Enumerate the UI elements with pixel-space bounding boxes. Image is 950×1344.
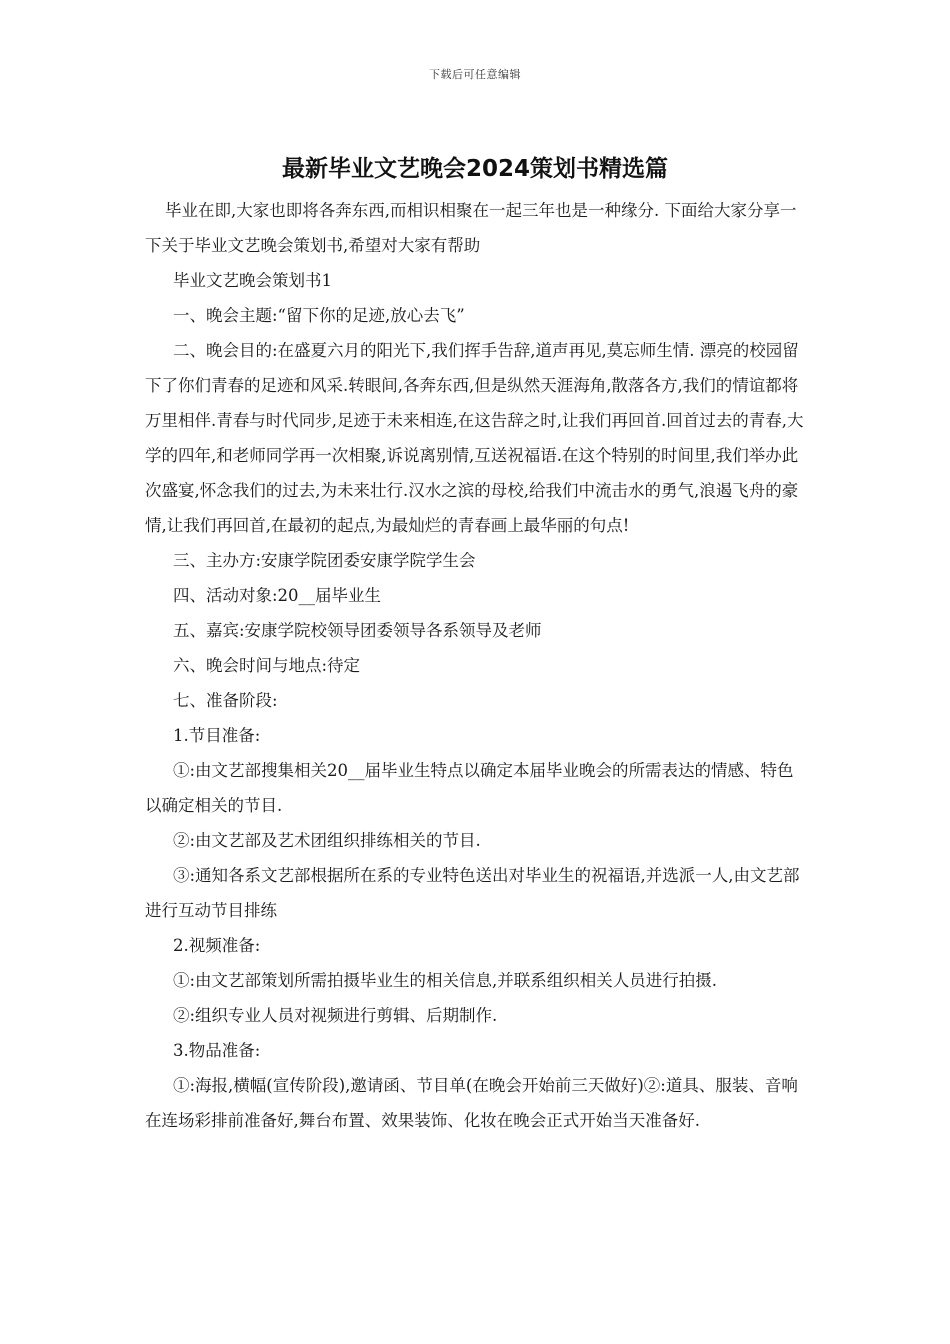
paragraph-program-item-3: ③:通知各系文艺部根据所在系的专业特色送出对毕业生的祝福语,并选派一人,由文艺部进行互动节目排练 — [145, 866, 800, 920]
paragraph-organizer: 三、主办方:安康学院团委安康学院学生会 — [173, 551, 476, 570]
paragraph-guests: 五、嘉宾:安康学院校领导团委领导各系领导及老师 — [173, 621, 542, 640]
paragraph-supplies-item: ①:海报,横幅(宣传阶段),邀请函、节目单(在晚会开始前三天做好)②:道具、服装、音响在连场彩排前准备好,舞台布置、效果装饰、化妆在晚会正式开始当天准备好. — [145, 1076, 798, 1130]
paragraph-time-place: 六、晚会时间与地点:待定 — [173, 656, 361, 675]
section-heading: 毕业文艺晚会策划书1 — [173, 271, 332, 290]
paragraph-program-prep: 1.节目准备: — [173, 726, 261, 745]
paragraph-video-item-2: ②:组织专业人员对视频进行剪辑、后期制作. — [173, 1006, 498, 1025]
page-title: 最新毕业文艺晚会2024策划书精选篇 — [281, 156, 668, 182]
paragraph-purpose: 二、晚会目的:在盛夏六月的阳光下,我们挥手告辞,道声再见,莫忘师生情. 漂亮的校园留下了你们青春的足迹和风采.转眼间,各奔东西,但是纵然天涯海角,散落各方,我们的情谊都将万里相伴.青春与时代同步,足迹于未来相连,在这告辞之时,让我们再回首.回首过去的青春,大学的四年,和老师同学再一次相聚,诉说离别情,互送祝福语.在这个特别的时间里,我们举办此次盛宴,怀念我们的过去,为未来壮行.汉水之滨的母校,给我们中流击水的勇气,浪遏飞舟的豪情,让我们再回首,在最初的起点,为最灿烂的青春画上最华丽的句点! — [145, 341, 804, 535]
intro-paragraph: 毕业在即,大家也即将各奔东西,而相识相聚在一起三年也是一种缘分. 下面给大家分享一下关于毕业文艺晚会策划书,希望对大家有帮助 — [145, 201, 797, 255]
paragraph-preparation: 七、准备阶段: — [173, 691, 278, 710]
paragraph-video-item-1: ①:由文艺部策划所需拍摄毕业生的相关信息,并联系组织相关人员进行拍摄. — [173, 971, 718, 990]
paragraph-program-item-2: ②:由文艺部及艺术团组织排练相关的节目. — [173, 831, 481, 850]
header-note: 下载后可任意编辑 — [429, 68, 521, 81]
paragraph-audience: 四、活动对象:20__届毕业生 — [173, 586, 382, 605]
paragraph-supplies-prep: 3.物品准备: — [173, 1041, 261, 1060]
document-body — [145, 193, 810, 1138]
paragraph-video-prep: 2.视频准备: — [173, 936, 261, 955]
paragraph-program-item-1: ①:由文艺部搜集相关20__届毕业生特点以确定本届毕业晚会的所需表达的情感、特色以确定相关的节目. — [145, 761, 794, 815]
paragraph-theme: 一、晚会主题:“留下你的足迹,放心去飞” — [173, 306, 465, 325]
